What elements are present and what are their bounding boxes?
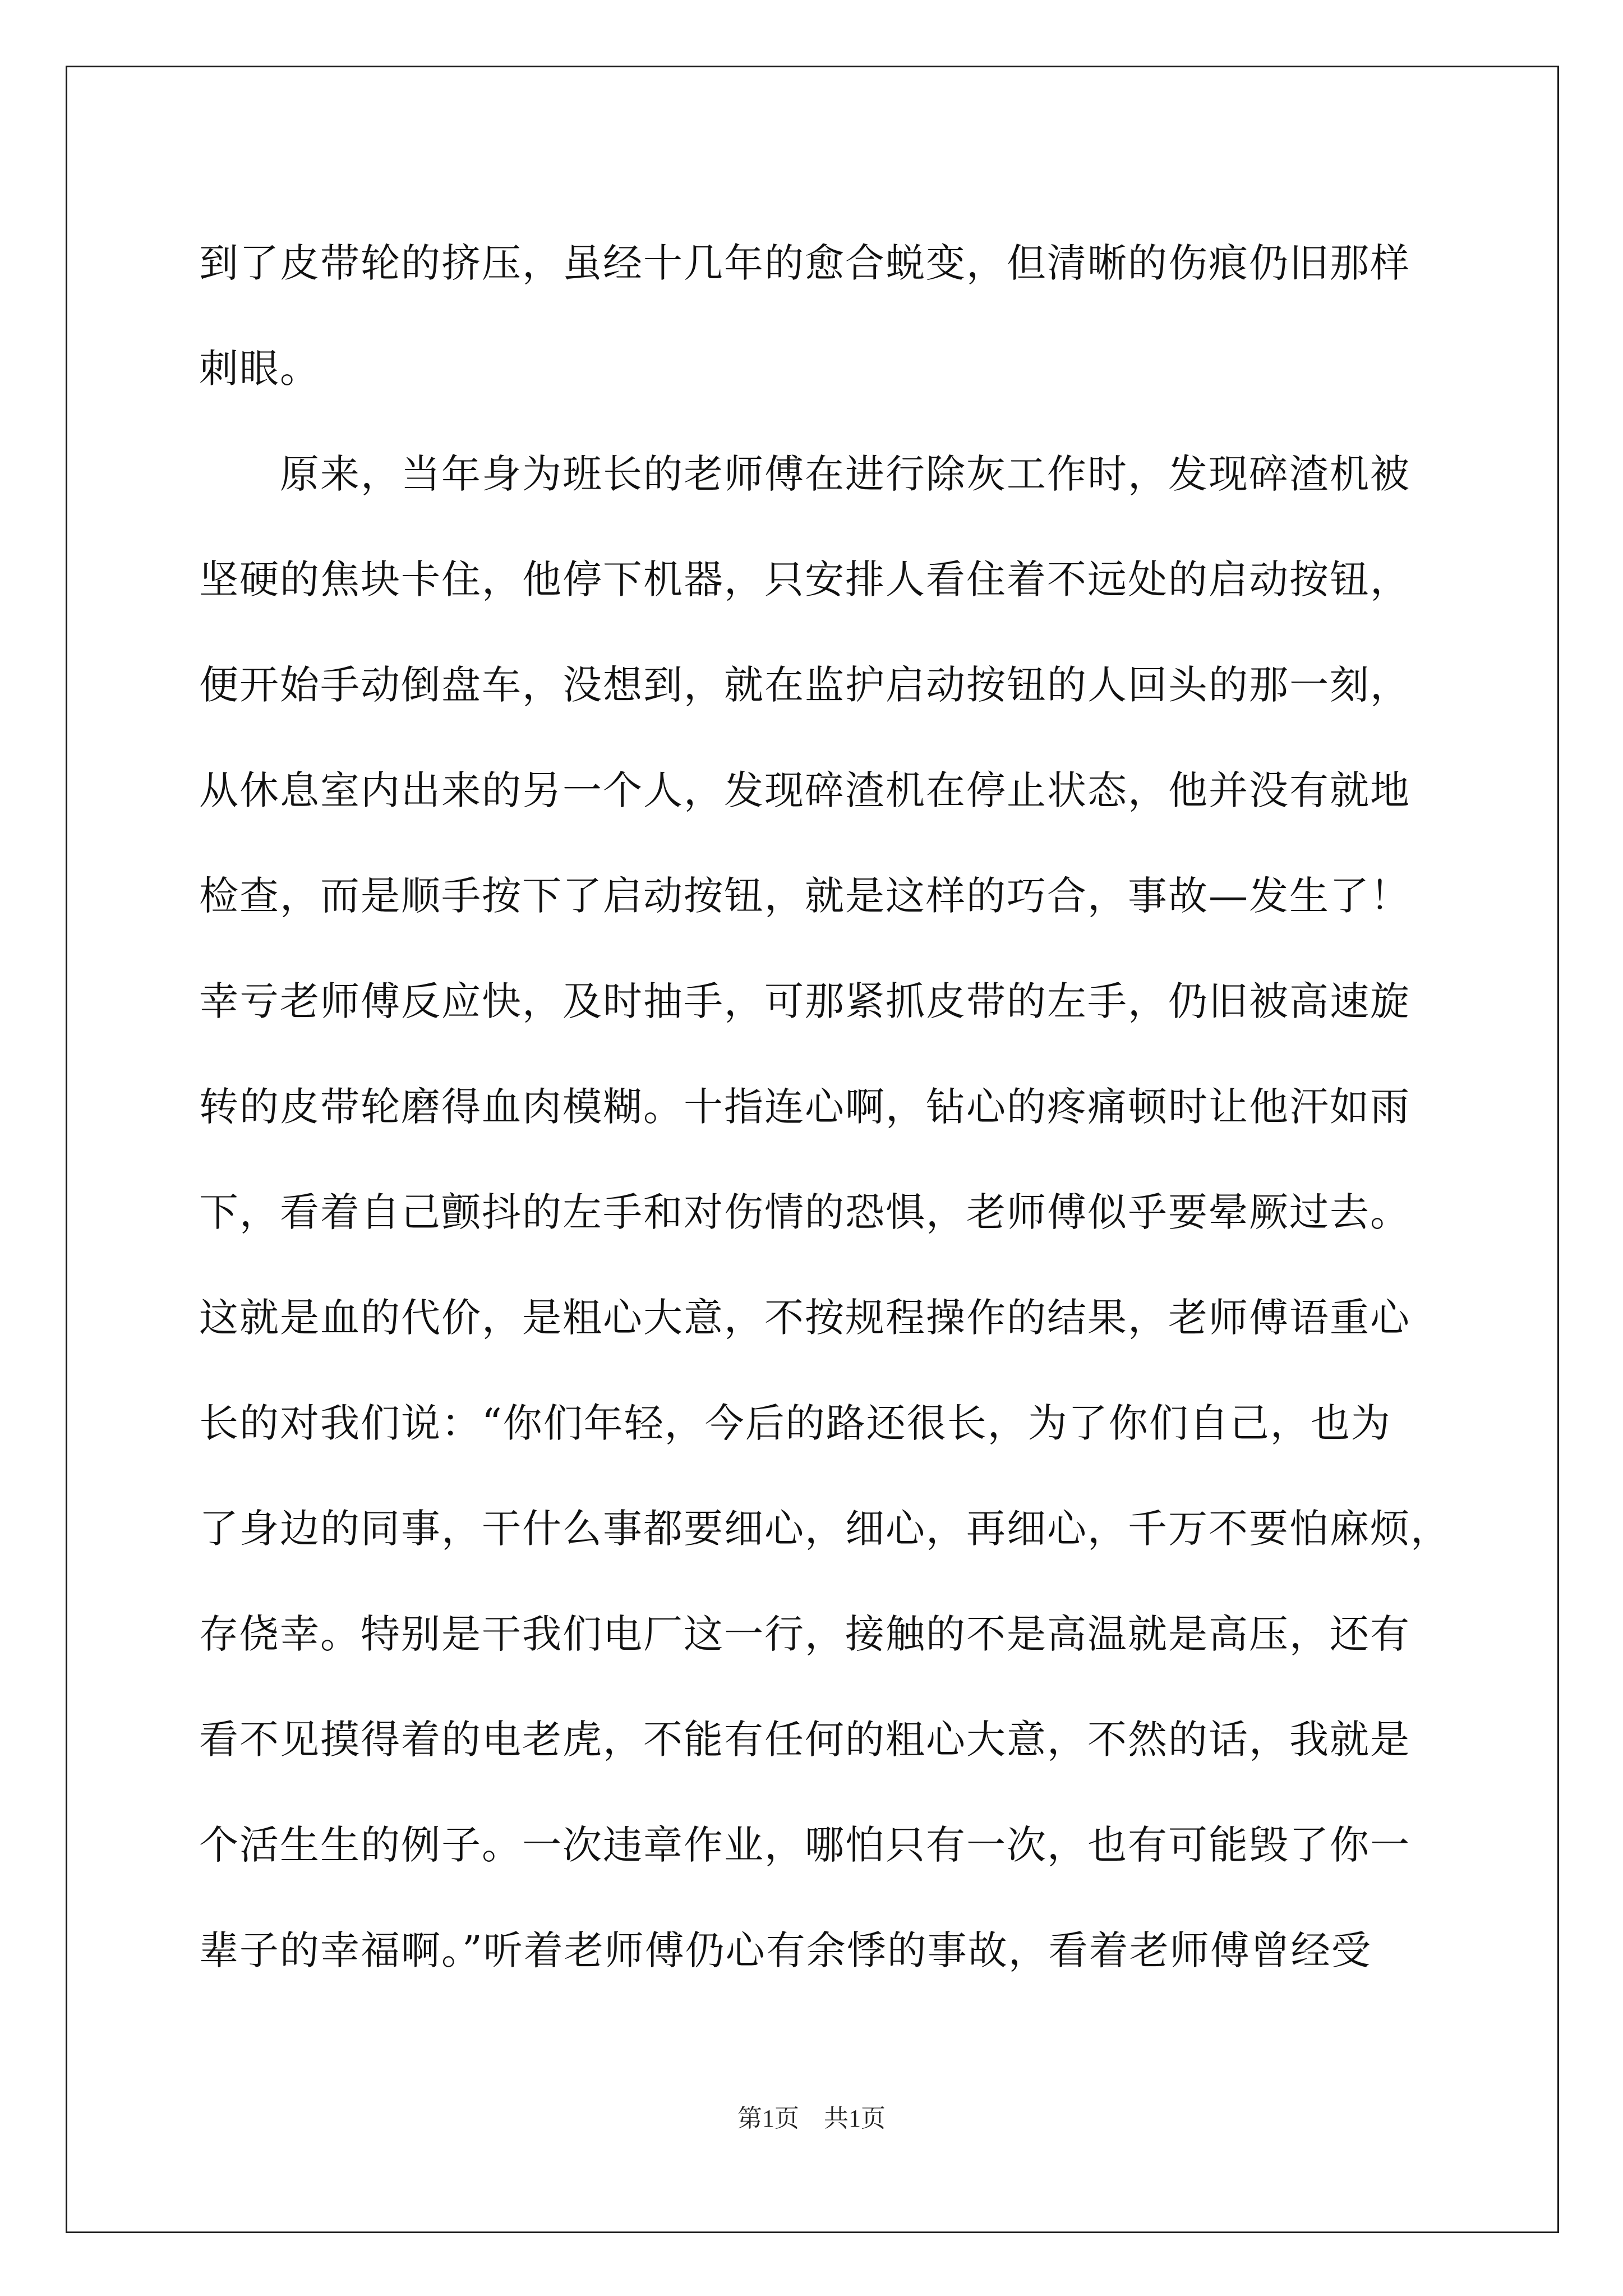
text-line-9: 转的皮带轮磨得血肉模糊。十指连心啊，钻心的疼痛顿时让他汗如雨 — [199, 1084, 1410, 1130]
page-number-footer: 第1页 共1页 — [737, 2105, 886, 2132]
text-line-10: 下，看着自己颤抖的左手和对伤情的恐惧，老师傅似乎要晕厥过去。 — [199, 1189, 1410, 1235]
text-line-12: 长的对我们说：“你们年轻，今后的路还很长，为了你们自己，也为 — [199, 1400, 1391, 1446]
text-line-14: 存侥幸。特别是干我们电厂这一行，接触的不是高温就是高压，还有 — [199, 1611, 1410, 1657]
text-line-15: 看不见摸得着的电老虎，不能有任何的粗心大意，不然的话，我就是 — [199, 1717, 1410, 1763]
text-line-16: 个活生生的例子。一次违章作业，哪怕只有一次，也有可能毁了你一 — [199, 1822, 1410, 1868]
text-line-6: 从休息室内出来的另一个人，发现碎渣机在停止状态，他并没有就地 — [199, 767, 1410, 813]
text-line-5: 便开始手动倒盘车，没想到，就在监护启动按钮的人回头的那一刻， — [199, 662, 1410, 708]
text-line-8: 幸亏老师傅反应快，及时抽手，可那紧抓皮带的左手，仍旧被高速旋 — [199, 978, 1410, 1024]
text-line-13: 了身边的同事，干什么事都要细心，细心，再细心，千万不要怕麻烦， — [199, 1506, 1451, 1552]
text-line-3: 原来，当年身为班长的老师傅在进行除灰工作时，发现碎渣机被 — [199, 451, 1410, 497]
text-line-2: 刺眼。 — [199, 346, 320, 392]
text-line-4: 坚硬的焦块卡住，他停下机器，只安排人看住着不远处的启动按钮， — [199, 556, 1410, 602]
text-line-17: 辈子的幸福啊。”听着老师傅仍心有余悸的事故，看着老师傅曾经受 — [199, 1927, 1372, 1973]
document-body — [199, 210, 1451, 2003]
text-line-11: 这就是血的代价，是粗心大意，不按规程操作的结果，老师傅语重心 — [199, 1295, 1410, 1341]
text-line-1: 到了皮带轮的挤压，虽经十几年的愈合蜕变，但清晰的伤痕仍旧那样 — [199, 240, 1410, 286]
text-line-7: 检查，而是顺手按下了启动按钮，就是这样的巧合，事故—发生了！ — [199, 873, 1410, 919]
